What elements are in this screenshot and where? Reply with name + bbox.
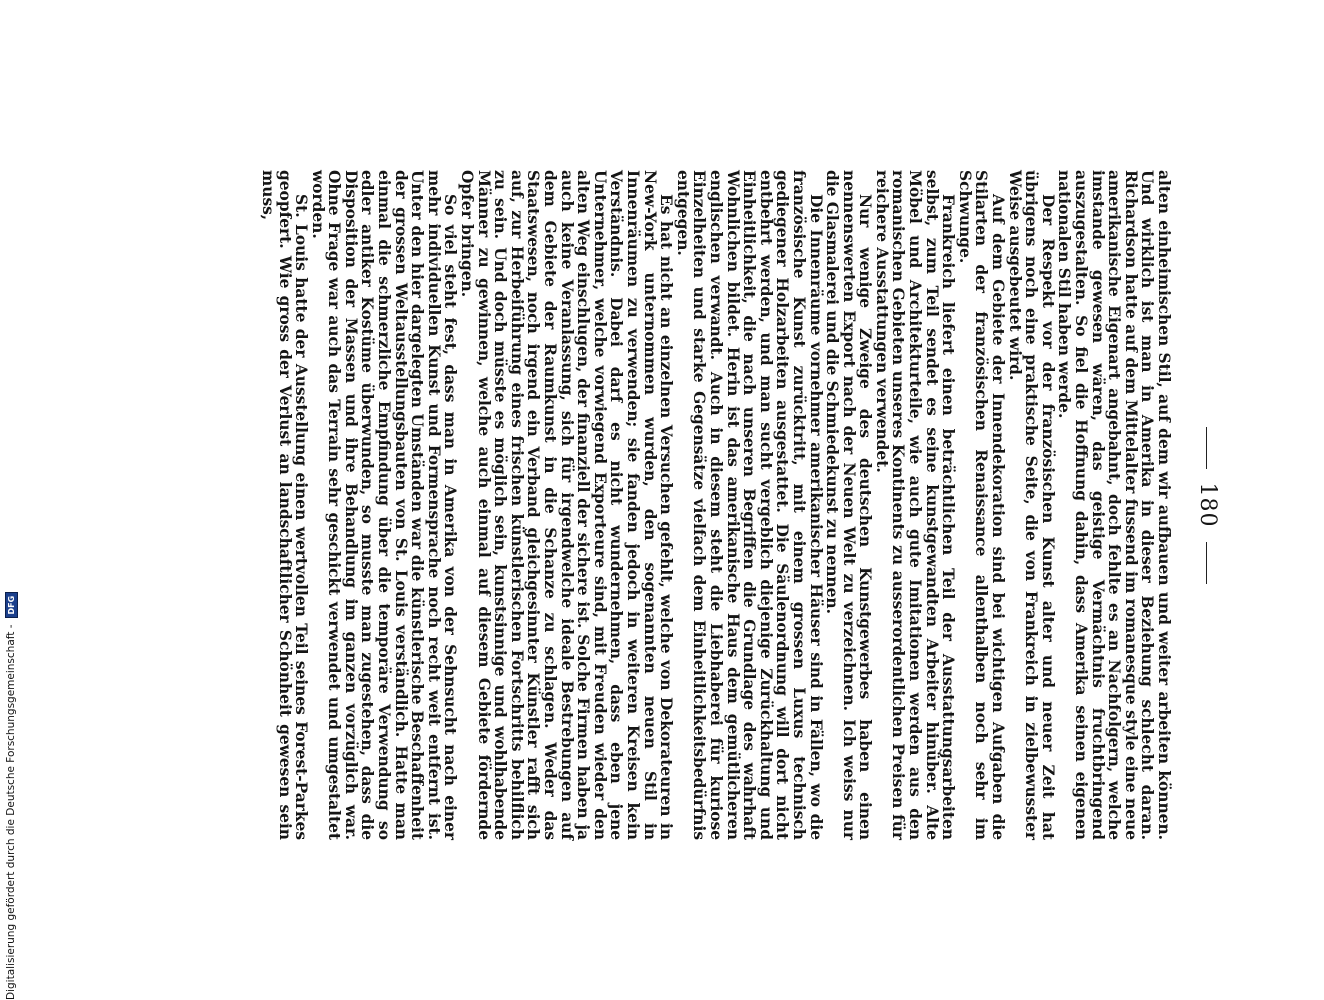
digitization-attribution: [0, 0, 22, 1000]
page-number-text: 180: [1195, 482, 1220, 528]
paragraph: St. Louis hatte der Ausstellung einen wertvollen Teil seines Forest-Parkes geopfert. Wie gross der Verlust an landschaftlicher Schönheit gewesen sein muss,: [258, 170, 311, 840]
page-number-left-dash: [1207, 427, 1208, 469]
paragraph: Es hat nicht an einzelnen Versuchen gefehlt, welche von Dekorateuren in New-York unternommen wurden, den sogenannten neuen Stil in Innenräumen zu verwenden; sie fanden jedoch in weiteren Kreisen kein Verständnis. Dabei darf es nicht wundernehmen, dass eben jene Unternehmer, welche vorwiegend Exporteure sind, mit Freuden wieder den alten Weg einschlugen, der finanziell der sichere ist. Solche Firmen haben ja auch keine Veranlassung, sich für irgendwelche ideale Bestrebungen auf dem Gebiete der Raumkunst in die Schanze zu schlagen. Weder das Staatswesen, noch irgend ein Verband gleichgesinnter Künstler rafft sich auf, zur Herbeiführung eines frischen künstlerischen Fortschritts behilflich zu sein. Und doch müsste es möglich sein, kunstsinnige und wohlhabende Männer zu gewinnen, welche auch einmal auf diesem Gebiete fördernde Opfer bringen.: [458, 170, 676, 840]
paragraph: alten einheimischen Stil, auf dem wir aufbauen und weiter arbeiten können. Und wirklich ist man in Amerika in dieser Beziehung schlecht daran. Richardson hatte auf dem Mittelalter fussend im romanesque style eine neue amerikanische Eigenart angebahnt, doch fehlte es an Nachfolgern, welche imstande gewesen wären, das geistige Vermächtnis fruchtbringend auszugestalten. So fiel die Hoffnung dahin, dass Amerika seinen eigenen nationalen Stil haben werde.: [1055, 170, 1173, 840]
paragraph: Nur wenige Zweige des deutschen Kunstgewerbes haben einen nennenswerten Export nach der Neuen Welt zu verzeichnen. Ich weiss nur die Glasmalerei und die Schmiedekunst zu nennen.: [823, 170, 875, 840]
page-number: [1195, 170, 1220, 840]
page-body-text: [259, 170, 1172, 840]
attribution-text: Digitalisierung gefördert durch die Deutsche Forschungsgemeinschaft -: [5, 624, 17, 1000]
dfg-logo: DFG: [5, 592, 18, 619]
rotated-page: [130, 170, 1220, 840]
paragraph: Der Respekt vor der französischen Kunst alter und neuer Zeit hat übrigens noch eine praktische Seite, die von Frankreich in zielbewusster Weise ausgebeutet wird.: [1005, 170, 1057, 840]
paragraph: So viel steht fest, dass man in Amerika von der Sehnsucht nach einer mehr individuellen Kunst und Formensprache noch recht weit entfernt ist. Unter den hier dargelegten Umständen war die künstlerische Beschaffenheit der grossen Weltausstellungsbauten von St. Louis verständlich. Hatte man einmal die schmerzliche Empfindung über die temporäre Verwendung so edler antiker Kostüme überwunden, so musste man zugestehen, dass die Disposition der Massen und ihre Behandlung im ganzen vorzüglich war. Ohne Frage war auch das Terrain sehr geschickt verwendet und umgestaltet worden.: [308, 170, 460, 840]
page-number-right-dash: [1207, 542, 1208, 584]
paragraph: Frankreich liefert einen beträchtlichen Teil der Ausstattungsarbeiten selbst, zum Teil sendet es seine kunstgewandten Arbeiter hinüber. Alte Möbel und Architekturteile, wie auch gute Imitationen werden aus den romanischen Gebieten unseres Kontinents zu ausserordentlichen Preisen für reichere Ausstattungen verwendet.: [872, 170, 958, 840]
paragraph: Auf dem Gebiete der Innendekoration sind bei wichtigen Aufgaben die Stilarten der französischen Renaissance allenthalben noch sehr im Schwunge.: [955, 170, 1008, 840]
paragraph: Die Innenräume vornehmer amerikanischer Häuser sind in Fällen, wo die französische Kunst zurücktritt, mit einem grossen Luxus technisch gediegener Holzarbeiten ausgestattet. Die Säulenordnung will dort nicht entbehrt werden, und man sucht vergeblich diejenige Zurückhaltung und Einheitlichkeit, die nach unseren Begriffen die Grundlage des wahrhaft Wohnlichen bildet. Herin ist das amerikanische Haus dem gemütlicheren englischen verwandt. Auch in diesem steht die Liebhaberei für kuriose Einzelheiten und starke Gegensätze vielfach dem Einheitlichkeitsbedürfnis entgegen.: [673, 170, 825, 840]
